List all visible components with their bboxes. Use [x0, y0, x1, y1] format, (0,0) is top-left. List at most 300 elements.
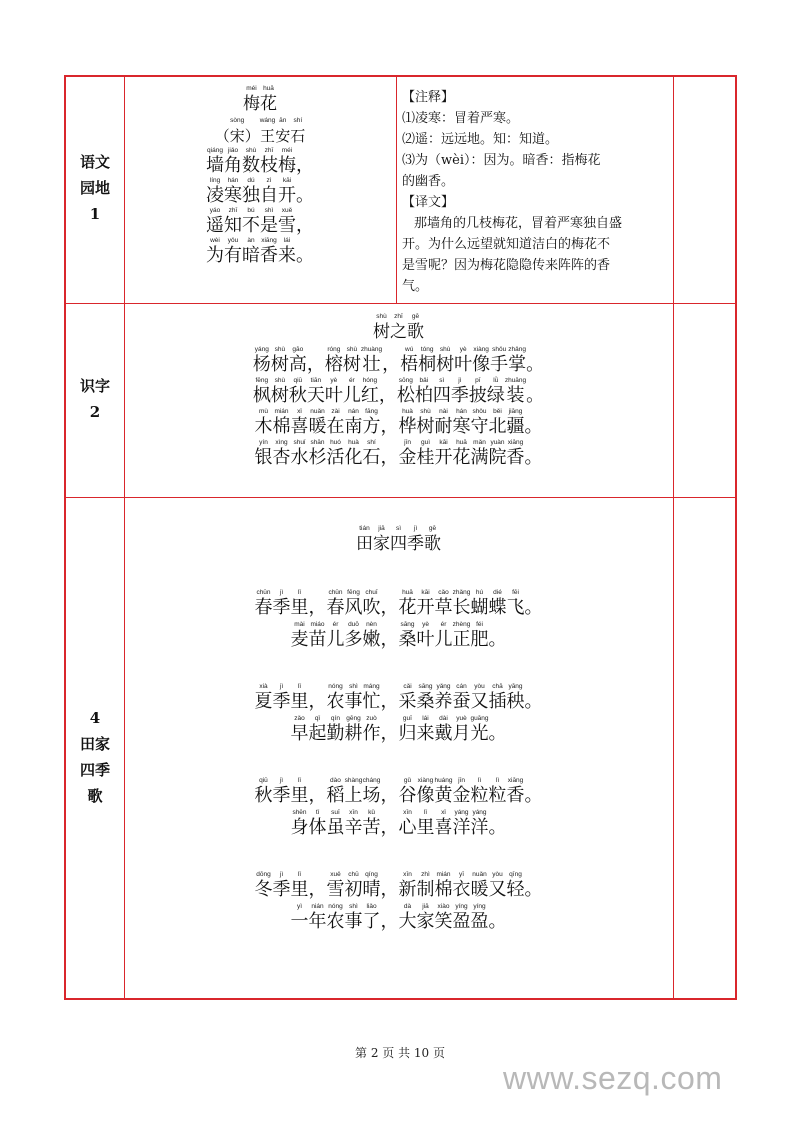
pinyin	[534, 346, 536, 354]
pinyin: yè	[459, 346, 467, 353]
hanzi: 桂	[416, 447, 435, 468]
char-with-pinyin	[361, 377, 379, 407]
pinyin: gǔ	[403, 777, 412, 784]
pinyin: shuǐ	[293, 439, 306, 446]
char-with-pinyin	[345, 683, 363, 713]
char-with-pinyin	[381, 621, 399, 651]
char-with-pinyin	[453, 903, 471, 933]
hanzi: 杏	[272, 447, 291, 468]
char-with-pinyin	[291, 809, 309, 839]
char-with-pinyin	[345, 809, 363, 839]
hanzi: 来	[416, 723, 435, 744]
char-with-pinyin	[327, 621, 345, 651]
pinyin: sì	[395, 525, 402, 532]
pinyin: xìng	[275, 439, 288, 446]
hanzi: 石	[290, 127, 306, 145]
hanzi: 。	[526, 385, 545, 406]
pinyin: zǎo	[294, 715, 305, 722]
hanzi: 为	[206, 245, 224, 266]
char-with-pinyin	[296, 237, 314, 267]
hanzi: ，	[308, 879, 327, 900]
pinyin	[317, 683, 319, 691]
hanzi: 轻	[506, 879, 525, 900]
hanzi: 装	[506, 385, 525, 406]
pinyin: huā	[263, 85, 274, 92]
pinyin: sì	[439, 377, 445, 384]
hanzi: 。	[296, 185, 314, 206]
pinyin: suī	[331, 809, 340, 816]
hanzi: 。	[524, 785, 543, 806]
translation-heading: 【译文】	[402, 195, 455, 210]
pinyin: zhì	[421, 871, 430, 878]
pinyin: yāng	[508, 683, 523, 690]
notes-heading: 【注释】	[402, 90, 455, 105]
poem-line	[124, 177, 396, 207]
pinyin	[317, 871, 319, 879]
char-with-pinyin	[206, 207, 224, 237]
hanzi: 家	[373, 534, 390, 554]
poem-line	[124, 439, 673, 469]
char-with-pinyin	[309, 903, 327, 933]
pinyin: zhī	[394, 313, 403, 320]
hanzi: 王	[260, 127, 276, 145]
char-with-pinyin	[272, 777, 290, 807]
hanzi: 柏	[414, 385, 433, 406]
pinyin: xià	[259, 683, 268, 690]
char-with-pinyin	[525, 589, 543, 619]
hanzi: 开	[278, 185, 296, 206]
hanzi: 蚕	[452, 691, 471, 712]
hanzi: 自	[260, 185, 278, 206]
hanzi: 身	[290, 817, 309, 838]
pinyin	[389, 777, 391, 785]
hanzi: 树	[342, 354, 361, 375]
pinyin: nián	[311, 903, 324, 910]
char-with-pinyin	[242, 177, 260, 207]
hanzi: ，	[380, 879, 399, 900]
pinyin: tóng	[420, 346, 434, 353]
hanzi: 数	[242, 155, 260, 176]
hanzi: ，	[380, 691, 399, 712]
char-with-pinyin	[343, 346, 361, 376]
hanzi: 夏	[254, 691, 273, 712]
pinyin: jiāng	[508, 408, 523, 415]
hanzi: 树	[416, 416, 435, 437]
char-with-pinyin	[325, 377, 343, 407]
pinyin: shì	[264, 207, 274, 214]
pinyin: jiā	[378, 525, 385, 532]
char-with-pinyin	[489, 903, 507, 933]
char-with-pinyin	[309, 683, 327, 713]
char-with-pinyin	[453, 589, 471, 619]
char-with-pinyin	[309, 621, 327, 651]
char-with-pinyin	[507, 589, 525, 619]
char-with-pinyin	[452, 715, 470, 745]
char-with-pinyin	[242, 237, 260, 267]
hanzi: 桑	[398, 629, 417, 650]
hanzi: 盈	[452, 911, 471, 932]
pinyin: shì	[349, 683, 358, 690]
hanzi: 开	[416, 597, 435, 618]
hanzi: 方	[362, 416, 381, 437]
hanzi: 金	[398, 447, 417, 468]
char-with-pinyin	[526, 346, 544, 376]
pinyin: hú	[475, 589, 484, 596]
pinyin: guāng	[470, 715, 489, 722]
row-divider	[66, 303, 735, 304]
char-with-pinyin	[327, 439, 345, 469]
hanzi: 辛	[344, 817, 363, 838]
hanzi: 木	[254, 416, 273, 437]
pinyin: fēi	[512, 589, 519, 596]
pinyin: sāng	[400, 621, 415, 628]
hanzi: 松	[396, 385, 415, 406]
hanzi: 季	[272, 597, 291, 618]
pinyin: chū	[348, 871, 359, 878]
hanzi: 谷	[398, 785, 417, 806]
pinyin: wáng	[259, 117, 276, 124]
hanzi: 光	[470, 723, 489, 744]
pinyin: gē	[411, 313, 420, 320]
hanzi: 北	[488, 416, 507, 437]
pinyin: wú	[405, 346, 414, 353]
row-label-2: 识字 2	[79, 377, 110, 421]
pinyin: qiū	[293, 377, 303, 384]
char-with-pinyin	[309, 809, 327, 839]
pinyin: mián	[274, 408, 289, 415]
pinyin: guī	[402, 715, 412, 722]
char-with-pinyin	[363, 408, 381, 438]
hanzi: 枝	[260, 155, 278, 176]
char-with-pinyin	[469, 377, 487, 407]
pinyin: guì	[420, 439, 431, 446]
char-with-pinyin	[525, 777, 543, 807]
hanzi: 多	[344, 629, 363, 650]
char-with-pinyin	[254, 777, 272, 807]
pinyin	[389, 439, 391, 447]
char-with-pinyin	[291, 589, 309, 619]
hanzi: 角	[224, 155, 242, 176]
hanzi: 遥	[206, 215, 224, 236]
pinyin	[533, 871, 535, 879]
pinyin: hóng	[362, 377, 378, 384]
hanzi: 梧	[400, 354, 419, 375]
char-with-pinyin	[433, 377, 451, 407]
char-with-pinyin	[345, 871, 363, 901]
pinyin: kāi	[439, 439, 448, 446]
pinyin: chūn	[256, 589, 271, 596]
hanzi: 四	[390, 534, 407, 554]
char-with-pinyin	[417, 589, 435, 619]
pinyin: lái	[422, 715, 429, 722]
hanzi: 银	[254, 447, 273, 468]
pinyin: sāng	[418, 683, 433, 690]
char-with-pinyin	[471, 408, 489, 438]
char-with-pinyin	[363, 683, 381, 713]
hanzi: 雪	[326, 879, 345, 900]
pinyin: fēng	[347, 589, 360, 596]
hanzi: 勤	[326, 723, 345, 744]
pinyin	[315, 346, 317, 354]
hanzi: 。	[488, 911, 507, 932]
char-with-pinyin	[290, 715, 308, 745]
hanzi: 作	[362, 723, 381, 744]
hanzi: 季	[450, 385, 469, 406]
hanzi: 事	[344, 911, 363, 932]
pinyin: lǜ	[493, 377, 499, 384]
hanzi: （	[214, 127, 230, 145]
pinyin: bǎi	[419, 377, 429, 384]
char-with-pinyin	[424, 525, 441, 555]
hanzi: 了	[362, 911, 381, 932]
hanzi: 疆	[506, 416, 525, 437]
hanzi: 杉	[308, 447, 327, 468]
char-with-pinyin	[260, 207, 278, 237]
char-with-pinyin	[363, 871, 381, 901]
hanzi: 开	[434, 447, 453, 468]
char-with-pinyin	[278, 177, 296, 207]
char-with-pinyin	[345, 589, 363, 619]
hanzi: 农	[326, 691, 345, 712]
hanzi: 南	[344, 416, 363, 437]
char-with-pinyin	[399, 683, 417, 713]
pinyin: fāng	[365, 408, 378, 415]
hanzi: 不	[242, 215, 260, 236]
pinyin: yī	[458, 871, 465, 878]
char-with-pinyin	[505, 377, 526, 407]
hanzi: 忙	[362, 691, 381, 712]
char-with-pinyin	[224, 177, 242, 207]
translation-line: 气。	[402, 279, 429, 294]
char-with-pinyin	[471, 621, 489, 651]
char-with-pinyin	[291, 871, 309, 901]
char-with-pinyin	[471, 683, 489, 713]
pinyin: xǐ	[297, 408, 302, 415]
pinyin: xiāng	[507, 777, 524, 784]
poem-line	[124, 777, 673, 807]
hanzi: ，	[308, 785, 327, 806]
pinyin: běi	[493, 408, 502, 415]
pinyin: cháng	[362, 777, 381, 784]
pinyin: yì	[296, 903, 303, 910]
row-divider	[66, 497, 735, 498]
hanzi: 粒	[488, 785, 507, 806]
hanzi: 月	[452, 723, 471, 744]
pinyin: zuò	[366, 715, 377, 722]
char-with-pinyin	[273, 408, 291, 438]
pinyin: hán	[227, 177, 239, 184]
pinyin: shàng	[344, 777, 363, 784]
pinyin: ān	[279, 117, 287, 124]
char-with-pinyin	[381, 683, 399, 713]
pinyin: zì	[266, 177, 272, 184]
char-with-pinyin	[490, 346, 508, 376]
hanzi: 枫	[252, 385, 271, 406]
char-with-pinyin	[435, 408, 453, 438]
char-with-pinyin	[489, 871, 507, 901]
pinyin	[221, 117, 223, 125]
char-with-pinyin	[435, 903, 453, 933]
hanzi: 活	[326, 447, 345, 468]
hanzi: 。	[524, 447, 543, 468]
pinyin: yáng	[472, 809, 487, 816]
hanzi: ，	[380, 911, 399, 932]
pinyin: nóng	[328, 683, 343, 690]
hanzi: 场	[362, 785, 381, 806]
hanzi: 树	[373, 322, 390, 342]
hanzi: 春	[326, 597, 345, 618]
pinyin: huà	[402, 408, 413, 415]
pinyin	[497, 903, 499, 911]
hanzi: 歌	[424, 534, 441, 554]
pinyin: xiāng	[261, 237, 277, 244]
pinyin: dào	[330, 777, 341, 784]
hanzi: 香	[260, 245, 278, 266]
hanzi: 蝶	[488, 597, 507, 618]
char-with-pinyin	[275, 117, 290, 147]
hanzi: 体	[308, 817, 327, 838]
pinyin	[389, 715, 391, 723]
poem-title	[124, 525, 673, 555]
pinyin	[317, 589, 319, 597]
char-with-pinyin	[489, 683, 507, 713]
char-with-pinyin	[309, 871, 327, 901]
poem-line	[124, 346, 673, 376]
pinyin	[533, 589, 535, 597]
char-with-pinyin	[525, 871, 543, 901]
hanzi: 寒	[224, 185, 242, 206]
row-label-3: 4 田家 四季 歌	[79, 709, 110, 805]
hanzi: 家	[416, 911, 435, 932]
hanzi: 衣	[452, 879, 471, 900]
pinyin: zhuàng	[360, 346, 383, 353]
hanzi: 金	[452, 785, 471, 806]
hanzi: 。	[296, 245, 314, 266]
hanzi: ，	[296, 215, 314, 236]
char-with-pinyin	[471, 439, 489, 469]
hanzi: 叶	[416, 629, 435, 650]
pinyin: yuàn	[490, 439, 505, 446]
pinyin	[317, 777, 319, 785]
pinyin: zài	[331, 408, 340, 415]
hanzi: 早	[290, 723, 309, 744]
hanzi: 水	[290, 447, 309, 468]
pinyin: shí	[367, 439, 376, 446]
char-with-pinyin	[242, 147, 260, 177]
pinyin: nóng	[328, 903, 343, 910]
char-with-pinyin	[363, 621, 381, 651]
char-with-pinyin	[399, 439, 417, 469]
pinyin: lì	[477, 777, 482, 784]
pinyin: yòu	[474, 683, 485, 690]
hanzi: 耕	[344, 723, 363, 744]
hanzi: 四	[432, 385, 451, 406]
pinyin: gē	[428, 525, 437, 532]
char-with-pinyin	[307, 346, 325, 376]
char-with-pinyin	[291, 683, 309, 713]
char-with-pinyin	[363, 589, 381, 619]
char-with-pinyin	[399, 621, 417, 651]
char-with-pinyin	[356, 525, 373, 555]
char-with-pinyin	[327, 809, 345, 839]
char-with-pinyin	[526, 377, 544, 407]
char-with-pinyin	[453, 439, 471, 469]
poem-line	[124, 377, 673, 407]
pinyin: yè	[422, 621, 429, 628]
pinyin: shù	[346, 346, 358, 353]
char-with-pinyin	[206, 147, 224, 177]
char-with-pinyin	[309, 408, 327, 438]
hanzi: 大	[398, 911, 417, 932]
hanzi: 季	[407, 534, 424, 554]
pinyin: lì	[495, 777, 500, 784]
hanzi: 季	[272, 785, 291, 806]
hanzi: 梅	[278, 155, 296, 176]
pinyin	[389, 903, 391, 911]
poem-line	[124, 589, 673, 619]
pinyin: jì	[413, 525, 418, 532]
char-with-pinyin	[400, 346, 418, 376]
char-with-pinyin	[399, 871, 417, 901]
char-with-pinyin	[454, 346, 472, 376]
char-with-pinyin	[289, 377, 307, 407]
char-with-pinyin	[291, 439, 309, 469]
hanzi: 暖	[308, 416, 327, 437]
hanzi: 高	[288, 354, 307, 375]
note-line: ⑴凌寒：冒着严寒。	[402, 111, 520, 126]
char-with-pinyin	[308, 715, 326, 745]
hanzi: 榕	[324, 354, 343, 375]
char-with-pinyin	[451, 377, 469, 407]
hanzi: 花	[398, 597, 417, 618]
pinyin	[533, 683, 535, 691]
pinyin: nán	[348, 408, 359, 415]
hanzi: ，	[306, 354, 325, 375]
hanzi: 叶	[454, 354, 473, 375]
pinyin	[304, 177, 306, 185]
pinyin: xiāng	[507, 439, 524, 446]
notes-panel	[402, 87, 672, 297]
pinyin	[534, 377, 536, 385]
hanzi: 秧	[506, 691, 525, 712]
hanzi: 田	[356, 534, 373, 554]
pinyin: róng	[327, 346, 341, 353]
pinyin: jì	[279, 589, 284, 596]
char-with-pinyin	[417, 809, 435, 839]
hanzi: 之	[390, 322, 407, 342]
char-with-pinyin	[417, 871, 435, 901]
char-with-pinyin	[224, 207, 242, 237]
hanzi: 春	[254, 597, 273, 618]
char-with-pinyin	[253, 377, 271, 407]
hanzi: 杨	[252, 354, 271, 375]
char-with-pinyin	[327, 589, 345, 619]
pinyin: lǐ	[298, 777, 301, 784]
hanzi: 里	[290, 691, 309, 712]
translation-line: 那墙角的几枝梅花，冒着严寒独自盛	[414, 216, 623, 231]
pinyin: lǐ	[424, 809, 427, 816]
hanzi: 儿	[434, 629, 453, 650]
pinyin: ér	[440, 621, 447, 628]
hanzi: 院	[488, 447, 507, 468]
hanzi: 。	[526, 354, 545, 375]
char-with-pinyin	[255, 589, 273, 619]
hanzi: 农	[326, 911, 345, 932]
char-with-pinyin	[382, 346, 400, 376]
hanzi: 像	[472, 354, 491, 375]
pinyin: yǒu	[227, 237, 239, 244]
pinyin: xīn	[403, 871, 412, 878]
